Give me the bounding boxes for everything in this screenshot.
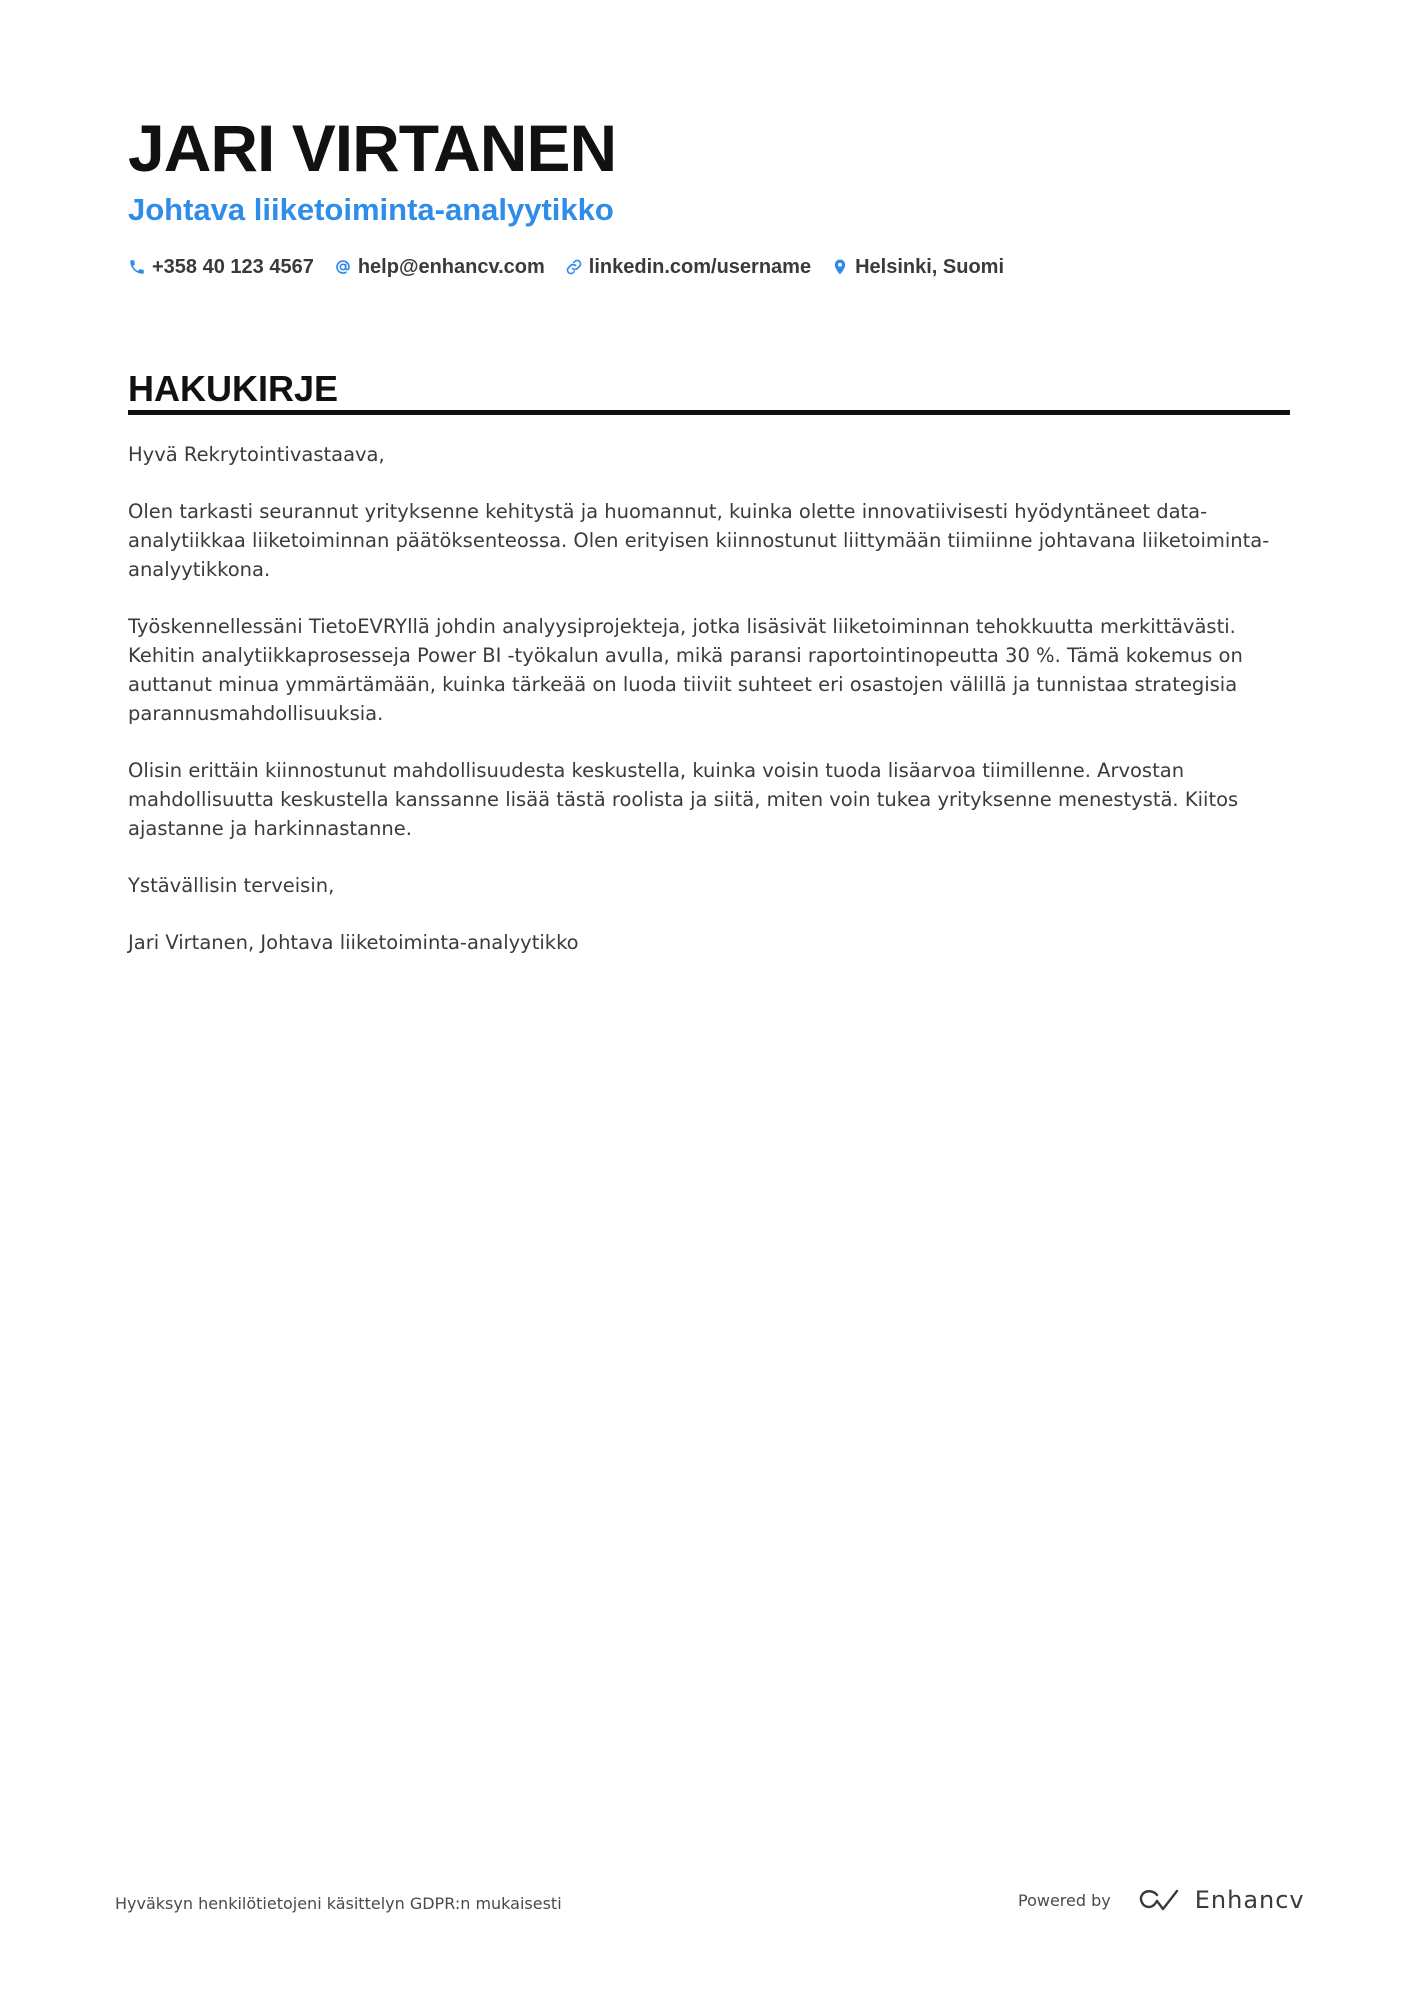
contact-phone-text: +358 40 123 4567 bbox=[152, 256, 314, 278]
enhancv-logo-icon bbox=[1137, 1887, 1183, 1913]
contact-location-text: Helsinki, Suomi bbox=[855, 256, 1005, 278]
contact-email-text: help@enhancv.com bbox=[357, 256, 545, 278]
contact-bar bbox=[128, 252, 1024, 282]
contact-location bbox=[831, 252, 1004, 282]
letter-closing: Ystävällisin terveisin, bbox=[128, 874, 335, 897]
section-divider bbox=[128, 410, 1290, 415]
powered-by-enhancv[interactable] bbox=[1018, 1886, 1305, 1914]
link-icon bbox=[565, 258, 583, 276]
job-title: Johtava liiketoiminta-analyytikko bbox=[128, 192, 614, 227]
at-icon bbox=[334, 258, 352, 276]
powered-by-label: Powered by bbox=[1018, 1890, 1111, 1910]
letter-body bbox=[128, 440, 1290, 985]
contact-phone[interactable] bbox=[128, 252, 314, 282]
letter-greeting: Hyvä Rekrytointivastaava, bbox=[128, 443, 385, 466]
applicant-name: JARI VIRTANEN bbox=[128, 111, 617, 185]
location-pin-icon bbox=[831, 258, 849, 276]
letter-paragraph: Työskennellessäni TietoEVRYllä johdin analyysiprojekteja, jotka lisäsivät liiketoiminnan tehokkuutta merkittävästi. Kehitin analytiikkaprosesseja Power BI -työkalun avulla, mikä paransi raportointinopeutta 30 %. Tämä kokemus on auttanut minua ymmärtämään, kuinka tärkeää on luoda tiiviit suhteet eri osastojen välillä ja tunnistaa strategisia parannusmahdollisuuksia. bbox=[128, 615, 1243, 725]
letter-paragraph: Olisin erittäin kiinnostunut mahdollisuudesta keskustella, kuinka voisin tuoda lisäarvoa tiimillenne. Arvostan mahdollisuutta keskustella kanssanne lisää tästä roolista ja siitä, miten voin tukea yrityksenne menestystä. Kiitos ajastanne ja harkinnastanne. bbox=[128, 759, 1239, 840]
contact-linkedin[interactable] bbox=[565, 252, 811, 282]
contact-email[interactable] bbox=[334, 252, 545, 282]
contact-linkedin-text: linkedin.com/username bbox=[588, 256, 812, 278]
section-title: HAKUKIRJE bbox=[128, 368, 339, 409]
gdpr-consent-text: Hyväksyn henkilötietojeni käsittelyn GDPR:n mukaisesti bbox=[115, 1894, 562, 1913]
enhancv-brand: Enhancv bbox=[1194, 1886, 1305, 1914]
letter-paragraph: Olen tarkasti seurannut yrityksenne kehitystä ja huomannut, kuinka olette innovatiivisesti hyödyntäneet data-analytiikkaa liiketoiminnan päätöksenteossa. Olen erityisen kiinnostunut liittymään tiimiinne johtavana liiketoiminta-analyytikkona. bbox=[128, 500, 1270, 581]
phone-icon bbox=[128, 258, 146, 276]
letter-signature: Jari Virtanen, Johtava liiketoiminta-analyytikko bbox=[128, 931, 579, 954]
